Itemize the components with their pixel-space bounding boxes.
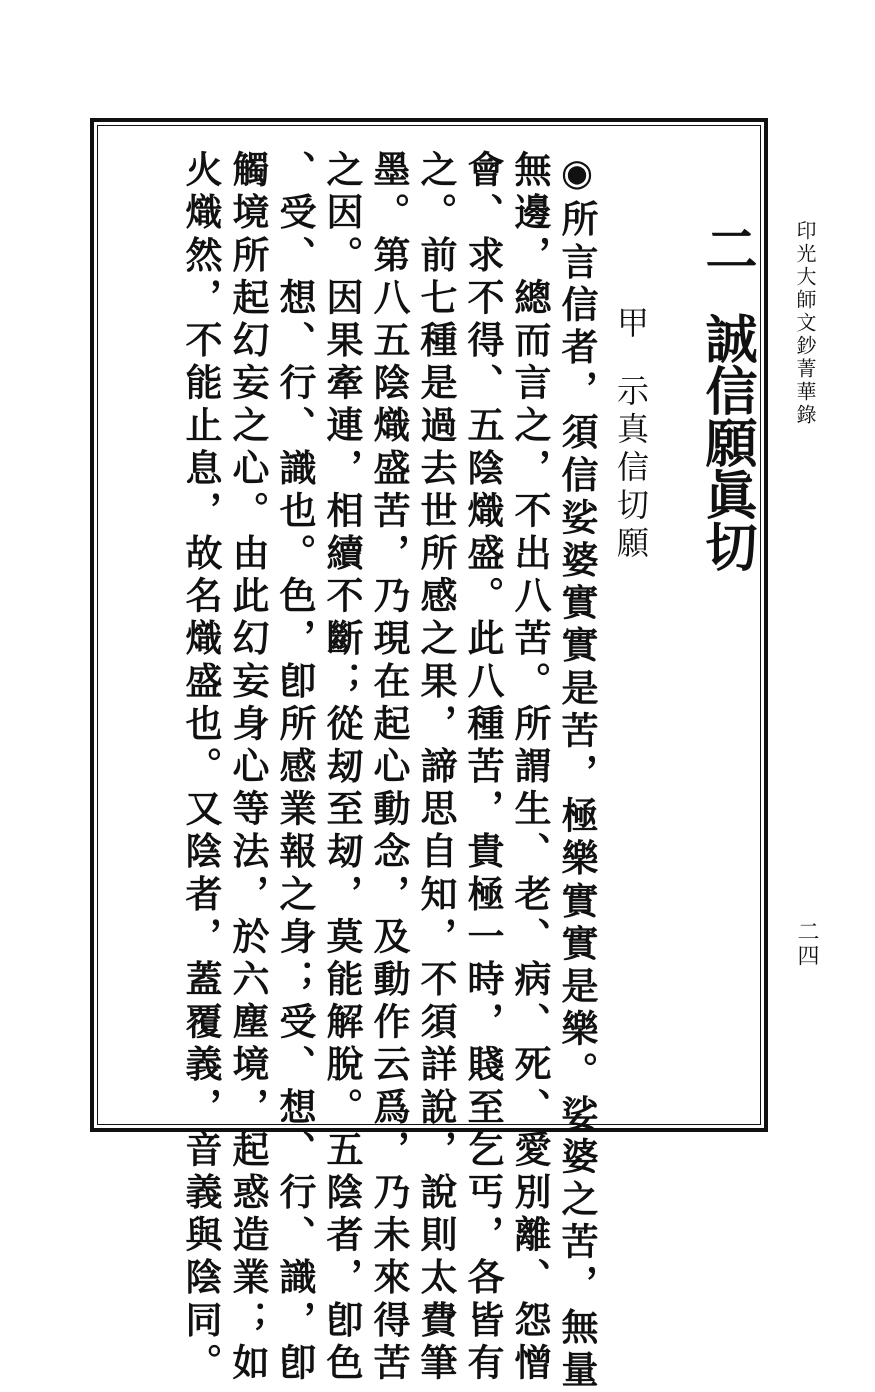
section-title: 示真信切願 — [612, 374, 650, 564]
body-column-7: 、受、想、行、識也。色，卽所感業報之身；受、想、行、識，卽 — [273, 150, 317, 1386]
body-column-5: 墨。第八五陰熾盛苦，乃現在起心動念，及動作云爲，乃未來得苦 — [367, 150, 411, 1386]
chapter-heading — [696, 222, 757, 572]
section-label: 甲 — [612, 306, 650, 344]
body-column-8: 觸境所起幻妄之心。由此幻妄身心等法，於六塵境，起惑造業；如 — [226, 150, 270, 1386]
body-column-2: 無邊，總而言之，不出八苦。所謂生、老、病、死、愛別離、怨憎 — [508, 150, 552, 1386]
body-column-9: 火熾然，不能止息，故名熾盛也。又陰者，蓋覆義，音義與陰同。 — [179, 150, 223, 1386]
body-column-6: 之因。因果牽連，相續不斷；從刼至刼，莫能解脫。五陰者，卽色 — [320, 150, 364, 1386]
body-column-1: ◉所言信者，須信娑婆實實是苦，極樂實實是樂。娑婆之苦，無量 — [555, 150, 599, 1392]
body-column-4: 之。前七種是過去世所感之果，諦思自知，不須詳說，說則太費筆 — [414, 150, 458, 1386]
chapter-number: 二 — [696, 222, 757, 274]
body-column-3: 會、求不得、五陰熾盛。此八種苦，貴極一時，賤至乞丐，各皆有 — [461, 150, 505, 1386]
chapter-title: 誠信願眞切 — [696, 312, 757, 572]
page-number: 二四 — [794, 920, 819, 968]
section-heading — [612, 306, 650, 564]
running-head: 印光大師文鈔菁華錄 — [793, 220, 817, 427]
